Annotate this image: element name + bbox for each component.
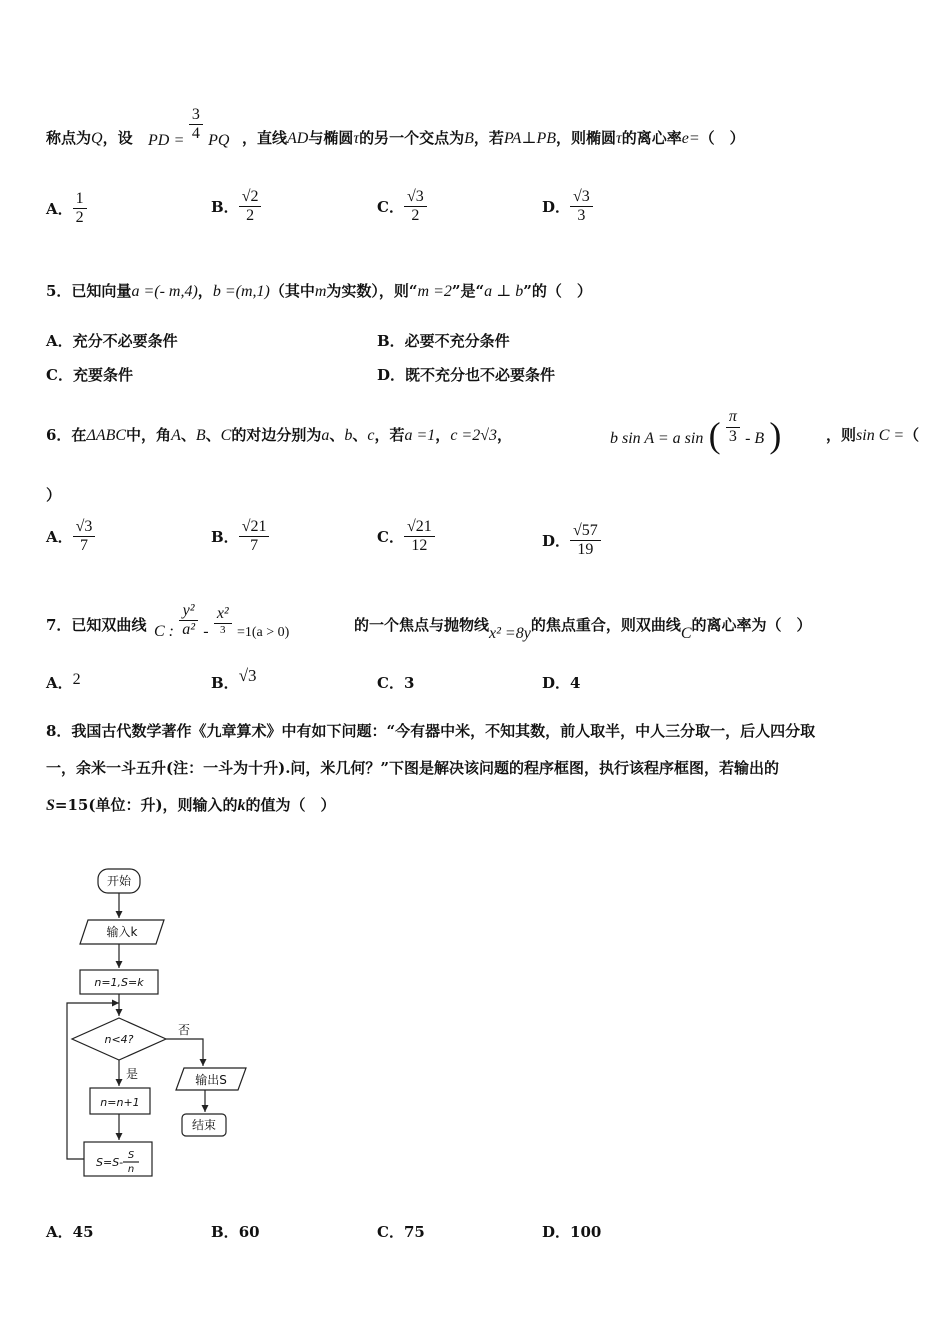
q4-option-b[interactable]: B． $\frac{√2}{2}$: [211, 188, 261, 226]
q8-option-b[interactable]: B．60: [211, 1223, 260, 1241]
q8-var-s: S: [46, 797, 55, 814]
q4-eccentricity: e=: [681, 130, 700, 147]
q6-text: ，若: [374, 426, 405, 444]
q5-stem: [46, 280, 592, 301]
q8-line-2: 一，余米一斗五升(注：一斗为十升).问，米几何？”下图是解决该问题的程序框图，执行该程序框图，若输出的: [46, 759, 780, 777]
q4-vector-pd: PD: [148, 131, 170, 149]
q4-option-a[interactable]: A． $\frac{1}{2}$: [46, 190, 87, 228]
q7-option-d[interactable]: D．4: [542, 674, 581, 692]
q5-option-a[interactable]: A．充分不必要条件: [46, 332, 178, 350]
q6-option-a[interactable]: A． $\frac{√3}{7}$: [46, 518, 95, 556]
q8-option-a[interactable]: A．45: [46, 1223, 94, 1241]
q4-vector-pq: PQ: [208, 131, 230, 149]
q5-perpendicular: a ⊥ b: [484, 283, 524, 300]
q6-side-a: a: [321, 427, 330, 444]
flow-init: n=1,S=k: [94, 976, 144, 989]
q7-parabola: x² =8y: [489, 625, 531, 642]
q5-vector-b: b =(m,1): [212, 283, 270, 300]
q4-answer-paren: （ ）: [699, 129, 745, 147]
q6-equation: b sin A = a sin ( $\frac{\pi}{3}$ - B ): [610, 408, 782, 455]
q6-a-value: a =1: [404, 427, 436, 444]
q4-vector-equation: [148, 100, 230, 149]
q4-tau: τ: [353, 130, 360, 147]
flow-update-lhs: S=S-: [96, 1156, 124, 1169]
q5-option-d[interactable]: D．既不充分也不必要条件: [377, 366, 556, 384]
q5-vector-a: a =(- m,4): [131, 283, 198, 300]
q4-text: ，设: [102, 129, 133, 147]
q6-option-c[interactable]: C． $\frac{√21}{12}$: [377, 518, 435, 556]
q4-fraction: $\frac{3}{4}$: [189, 106, 203, 144]
q8-line-1: 8．我国古代数学著作《九章算术》中有如下问题：“今有器中米，不知其数，前人取半，中人三分取一，后人四分取: [46, 722, 816, 740]
q7-option-b[interactable]: B．√3: [211, 666, 257, 692]
q6-sin-c: sin C =: [856, 427, 905, 444]
q6-angle-a: A: [171, 427, 181, 444]
q7-text: 的离心率为（ ）: [691, 616, 812, 634]
q4-text: ，若: [473, 129, 504, 147]
q5-text: ”的（ ）: [523, 282, 592, 300]
q4-point-q: Q: [91, 130, 103, 147]
q8-flowchart: [60, 862, 260, 1182]
q6-text: 6．在: [46, 426, 87, 444]
q6-c-value: c =2√3: [450, 427, 497, 444]
q6-option-b[interactable]: B． $\frac{√21}{7}$: [211, 518, 269, 556]
q6-side-b: b: [344, 427, 353, 444]
q7-curve-c: C: [680, 625, 692, 642]
q5-condition: m =2: [417, 283, 452, 300]
q5-text: ”是“: [451, 282, 485, 300]
q6-text: 的对边分别为: [231, 426, 322, 444]
q6-side-c: c: [367, 427, 375, 444]
q4-point-b: B: [464, 130, 474, 147]
flow-update-num: S: [127, 1150, 135, 1161]
q8-line-3: S=15(单位：升)，则输入的k的值为（ ）: [46, 796, 336, 814]
q8-option-c[interactable]: C．75: [377, 1223, 425, 1241]
q6-text: 中，角: [126, 426, 172, 444]
q5-text: ，: [197, 282, 213, 300]
flow-update-den: n: [127, 1164, 135, 1175]
q7-hyperbola-equation: C : $\frac{\text{y²}}{\text{a²}}$ - $\frac{\text{x²}}{3}$ =1(a > 0): [154, 602, 290, 640]
q8-option-d[interactable]: D．100: [542, 1223, 602, 1241]
q7-option-a[interactable]: A．2: [46, 671, 81, 692]
q6-text: ，则: [826, 426, 857, 444]
q4-text: ，则椭圆: [555, 129, 616, 147]
flow-no-label: 否: [178, 1023, 191, 1037]
flow-increment: n=n+1: [100, 1096, 140, 1109]
q4-option-c[interactable]: C． $\frac{√3}{2}$: [377, 188, 427, 226]
q7-text: 的一个焦点与抛物线: [354, 616, 490, 634]
q4-perpendicular: PA⊥PB: [503, 130, 556, 147]
flow-start: 开始: [106, 874, 132, 888]
q7-option-c[interactable]: C．3: [377, 674, 415, 692]
flow-end: 结束: [191, 1118, 217, 1132]
q5-var-m: m: [314, 283, 327, 300]
q5-option-c[interactable]: C．充要条件: [46, 366, 133, 384]
q4-text: 与椭圆: [308, 129, 354, 147]
q4-option-d[interactable]: D． $\frac{√3}{3}$: [542, 188, 593, 226]
q4-text: 的离心率: [621, 129, 682, 147]
q5-text: 5．已知向量: [46, 282, 132, 300]
q5-text: 为实数），则“: [326, 282, 418, 300]
q6-angle-b: B: [195, 427, 206, 444]
flow-yes-label: 是: [126, 1067, 139, 1081]
q4-equals: =: [174, 131, 184, 149]
q8-var-k: k: [237, 797, 246, 814]
q5-option-b[interactable]: B．必要不充分条件: [377, 332, 510, 350]
q4-tau: τ: [616, 130, 622, 147]
q6-triangle: ΔABC: [86, 427, 127, 444]
flow-output: 输出S: [195, 1073, 227, 1087]
q7-text: 7．已知双曲线: [46, 616, 147, 634]
q5-text: （其中: [269, 282, 315, 300]
flow-condition: n<4?: [104, 1033, 134, 1046]
q7-text: 的焦点重合，则双曲线: [530, 616, 681, 634]
q6-option-d[interactable]: D． $\frac{√57}{19}$: [542, 522, 601, 560]
flow-input: 输入k: [106, 925, 138, 939]
q6-angle-c: C: [220, 427, 232, 444]
q4-text: ，直线: [242, 129, 288, 147]
q4-text: 的另一个交点为: [359, 129, 465, 147]
q6-close-paren: ）: [46, 486, 62, 504]
q4-text: 称点为: [46, 129, 92, 147]
q4-line-ad: AD: [287, 130, 309, 147]
